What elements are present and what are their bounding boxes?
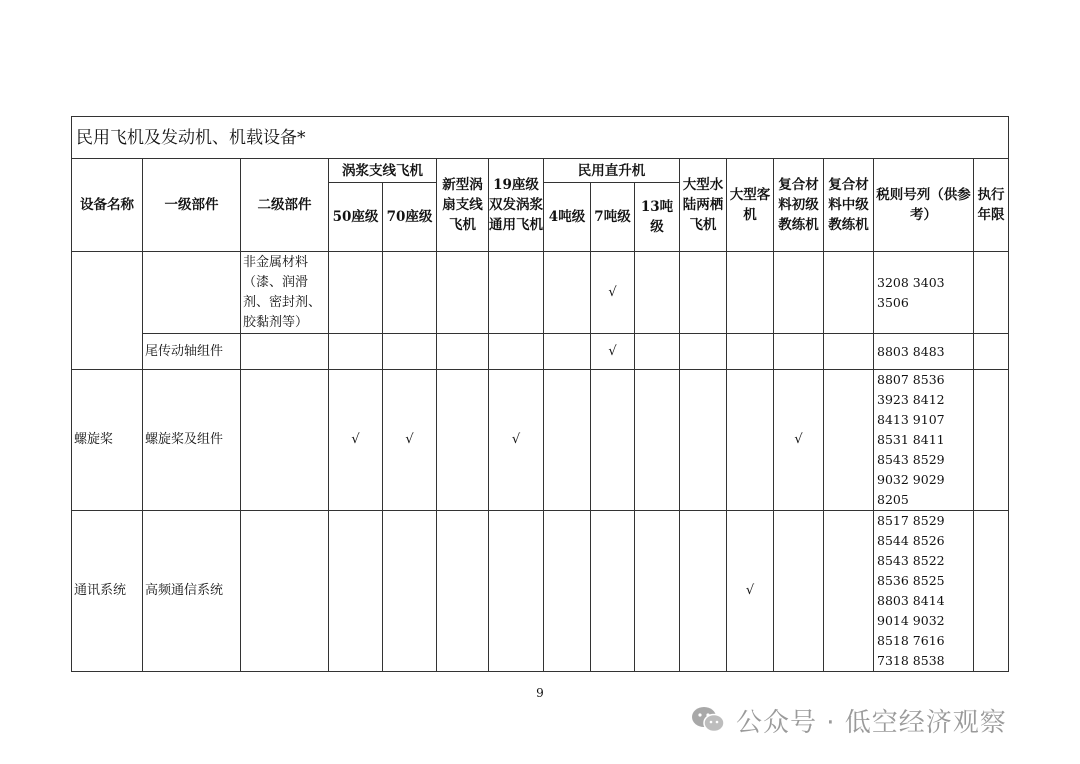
page-number: 9: [536, 686, 544, 700]
exec-period-cell: [974, 370, 1009, 511]
check-cell: [591, 370, 635, 511]
check-cell: [774, 252, 824, 334]
check-cell: [635, 370, 680, 511]
check-cell: [727, 334, 774, 370]
level2-cell: [241, 370, 329, 511]
check-cell: [824, 252, 874, 334]
check-cell: [727, 370, 774, 511]
header-device-name: 设备名称: [72, 159, 143, 252]
table-row: [72, 252, 1009, 334]
check-cell: [635, 252, 680, 334]
check-cell: [383, 511, 437, 672]
check-cell: [329, 511, 383, 672]
header-new-turbofan: 新型涡扇支线飞机: [437, 159, 489, 252]
tariff-codes-cell: 8803 8483: [874, 334, 974, 370]
check-cell: √: [774, 370, 824, 511]
device-name-cell: [72, 252, 143, 370]
header-ton4: 4吨级: [544, 183, 591, 252]
check-cell: [774, 334, 824, 370]
check-cell: [774, 511, 824, 672]
equipment-table: [71, 116, 1009, 672]
check-cell: [824, 511, 874, 672]
check-cell: [824, 334, 874, 370]
level2-cell: [241, 334, 329, 370]
header-composite-intermediate: 复合材料中级教练机: [824, 159, 874, 252]
check-cell: √: [383, 370, 437, 511]
check-cell: [591, 511, 635, 672]
tariff-codes-cell: 8517 8529 8544 8526 8543 8522 8536 8525 8803 8414 9014 9032 8518 7616 7318 8538: [874, 511, 974, 672]
header-ton7: 7吨级: [591, 183, 635, 252]
check-cell: [437, 511, 489, 672]
check-cell: [489, 511, 544, 672]
check-cell: [544, 252, 591, 334]
header-tariff: 税则号列（供参考）: [874, 159, 974, 252]
check-cell: [383, 252, 437, 334]
check-cell: [489, 252, 544, 334]
header-exec-period: 执行年限: [974, 159, 1009, 252]
watermark-text: 公众号 · 低空经济观察: [736, 707, 1007, 738]
table-row: [72, 511, 1009, 672]
header-level1: 一级部件: [143, 159, 241, 252]
watermark: [690, 700, 1007, 740]
table-row: [72, 334, 1009, 370]
level2-cell: 非金属材料（漆、润滑剂、密封剂、胶黏剂等）: [241, 252, 329, 334]
check-cell: [544, 511, 591, 672]
check-cell: √: [591, 252, 635, 334]
wechat-icon: [690, 705, 726, 735]
check-cell: √: [329, 370, 383, 511]
check-cell: [727, 252, 774, 334]
check-cell: [680, 370, 727, 511]
check-cell: [329, 252, 383, 334]
exec-period-cell: [974, 334, 1009, 370]
check-cell: [437, 334, 489, 370]
table-row: [72, 370, 1009, 511]
check-cell: √: [727, 511, 774, 672]
header-amphibious: 大型水陆两栖飞机: [680, 159, 727, 252]
level1-cell: 螺旋桨及组件: [143, 370, 241, 511]
check-cell: [544, 334, 591, 370]
header-level2: 二级部件: [241, 159, 329, 252]
check-cell: √: [489, 370, 544, 511]
check-cell: [329, 334, 383, 370]
header-seat50: 50座级: [329, 183, 383, 252]
header-seat70: 70座级: [383, 183, 437, 252]
header-ton13: 13吨级: [635, 183, 680, 252]
check-cell: [635, 334, 680, 370]
level2-cell: [241, 511, 329, 672]
check-cell: [680, 511, 727, 672]
check-cell: [680, 252, 727, 334]
exec-period-cell: [974, 252, 1009, 334]
header-composite-primary: 复合材料初级教练机: [774, 159, 824, 252]
level1-cell: 尾传动轴组件: [143, 334, 241, 370]
device-name-cell: 螺旋桨: [72, 370, 143, 511]
header-twin-turboprop: 19座级双发涡浆通用飞机: [489, 159, 544, 252]
check-cell: [437, 370, 489, 511]
check-cell: √: [591, 334, 635, 370]
check-cell: [437, 252, 489, 334]
tariff-codes-cell: 3208 3403 3506: [874, 252, 974, 334]
check-cell: [489, 334, 544, 370]
header-turboprop-regional: 涡浆支线飞机: [329, 159, 437, 183]
level1-cell: [143, 252, 241, 334]
device-name-cell: 通讯系统: [72, 511, 143, 672]
header-civil-helicopter: 民用直升机: [544, 159, 680, 183]
check-cell: [680, 334, 727, 370]
check-cell: [824, 370, 874, 511]
check-cell: [383, 334, 437, 370]
check-cell: [544, 370, 591, 511]
exec-period-cell: [974, 511, 1009, 672]
level1-cell: 高频通信系统: [143, 511, 241, 672]
header-large-airliner: 大型客机: [727, 159, 774, 252]
tariff-codes-cell: 8807 8536 3923 8412 8413 9107 8531 8411 8543 8529 9032 9029 8205: [874, 370, 974, 511]
check-cell: [635, 511, 680, 672]
table-title: 民用飞机及发动机、机载设备*: [72, 117, 1009, 159]
